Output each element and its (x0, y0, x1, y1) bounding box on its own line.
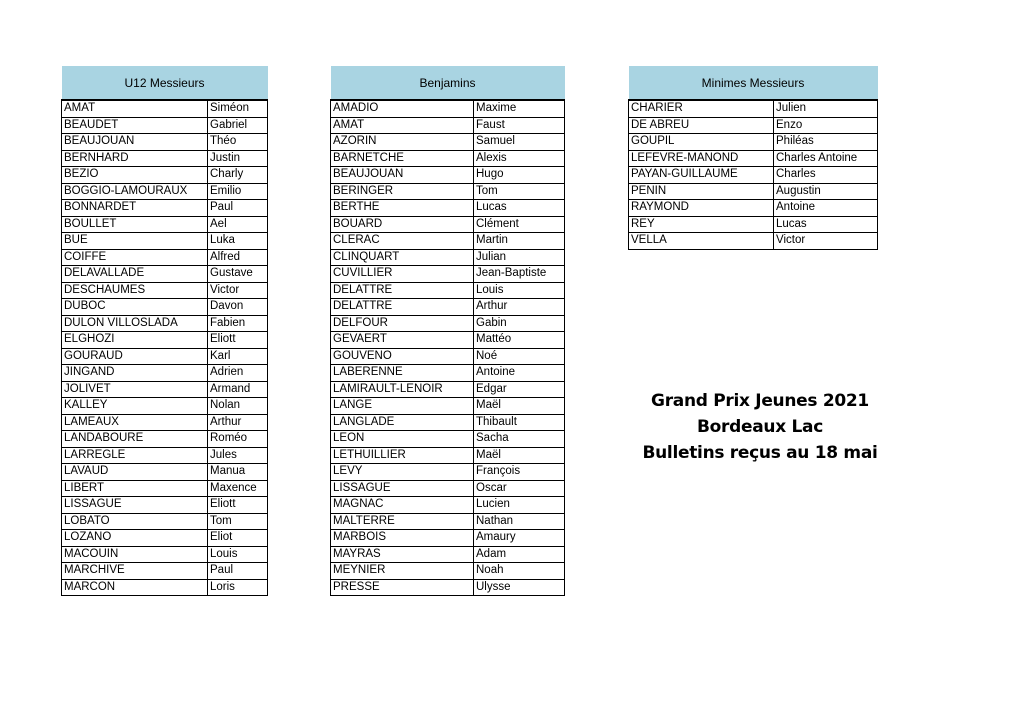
last-name-cell: VELLA (629, 233, 774, 250)
table-row (62, 183, 268, 200)
last-name-cell: BERNHARD (62, 150, 208, 167)
first-name-cell: Samuel (474, 134, 565, 151)
first-name-cell: Noah (474, 563, 565, 580)
table-row (331, 480, 565, 497)
table-row (62, 398, 268, 415)
table-row (331, 249, 565, 266)
table-row (62, 579, 268, 596)
first-name-cell: Alexis (474, 150, 565, 167)
table-row (62, 299, 268, 316)
first-name-cell: Arthur (208, 414, 268, 431)
table-row (62, 530, 268, 547)
last-name-cell: AMAT (62, 100, 208, 117)
table-row (62, 249, 268, 266)
first-name-cell: Maxence (208, 480, 268, 497)
first-name-cell: Maël (474, 398, 565, 415)
first-name-cell: Hugo (474, 167, 565, 184)
first-name-cell: François (474, 464, 565, 481)
table-row (62, 464, 268, 481)
first-name-cell: Julian (474, 249, 565, 266)
table-row (629, 233, 878, 250)
last-name-cell: BONNARDET (62, 200, 208, 217)
first-name-cell: Faust (474, 117, 565, 134)
first-name-cell: Charles (774, 167, 878, 184)
first-name-cell: Thibault (474, 414, 565, 431)
table-row (331, 513, 565, 530)
first-name-cell: Victor (774, 233, 878, 250)
last-name-cell: LANGLADE (331, 414, 474, 431)
last-name-cell: CLERAC (331, 233, 474, 250)
first-name-cell: Julien (774, 100, 878, 117)
first-name-cell: Mattéo (474, 332, 565, 349)
table-row (331, 398, 565, 415)
first-name-cell: Nolan (208, 398, 268, 415)
last-name-cell: MACOUIN (62, 546, 208, 563)
last-name-cell: DELFOUR (331, 315, 474, 332)
table-row (331, 365, 565, 382)
last-name-cell: GEVAERT (331, 332, 474, 349)
last-name-cell: CLINQUART (331, 249, 474, 266)
first-name-cell: Fabien (208, 315, 268, 332)
table-row (331, 447, 565, 464)
table-row (62, 513, 268, 530)
table-row (62, 414, 268, 431)
first-name-cell: Oscar (474, 480, 565, 497)
last-name-cell: BEAUDET (62, 117, 208, 134)
last-name-cell: MARCON (62, 579, 208, 596)
last-name-cell: JOLIVET (62, 381, 208, 398)
first-name-cell: Lucien (474, 497, 565, 514)
last-name-cell: LARREGLE (62, 447, 208, 464)
first-name-cell: Loris (208, 579, 268, 596)
table-row (331, 150, 565, 167)
last-name-cell: PAYAN-GUILLAUME (629, 167, 774, 184)
last-name-cell: LANDABOURE (62, 431, 208, 448)
table-row (62, 167, 268, 184)
last-name-cell: LAVAUD (62, 464, 208, 481)
first-name-cell: Louis (474, 282, 565, 299)
last-name-cell: PRESSE (331, 579, 474, 596)
last-name-cell: DE ABREU (629, 117, 774, 134)
table-title: Benjamins (331, 66, 565, 100)
last-name-cell: RAYMOND (629, 200, 774, 217)
table-row (629, 167, 878, 184)
last-name-cell: ELGHOZI (62, 332, 208, 349)
table-row (331, 167, 565, 184)
last-name-cell: COIFFE (62, 249, 208, 266)
last-name-cell: REY (629, 216, 774, 233)
last-name-cell: BERTHE (331, 200, 474, 217)
table-title: U12 Messieurs (62, 66, 268, 100)
last-name-cell: LANGE (331, 398, 474, 415)
table-row (331, 530, 565, 547)
first-name-cell: Maël (474, 447, 565, 464)
first-name-cell: Justin (208, 150, 268, 167)
last-name-cell: BOULLET (62, 216, 208, 233)
table-row (331, 183, 565, 200)
table-row (62, 381, 268, 398)
first-name-cell: Lucas (774, 216, 878, 233)
last-name-cell: LETHUILLIER (331, 447, 474, 464)
table-row (62, 431, 268, 448)
last-name-cell: LEFEVRE-MANOND (629, 150, 774, 167)
table-row (62, 200, 268, 217)
table-row (629, 216, 878, 233)
last-name-cell: GOUPIL (629, 134, 774, 151)
last-name-cell: LISSAGUE (62, 497, 208, 514)
first-name-cell: Antoine (774, 200, 878, 217)
last-name-cell: GOURAUD (62, 348, 208, 365)
table-row (629, 200, 878, 217)
first-name-cell: Gustave (208, 266, 268, 283)
last-name-cell: LEVY (331, 464, 474, 481)
table-row (331, 563, 565, 580)
table-row (629, 134, 878, 151)
last-name-cell: LEON (331, 431, 474, 448)
first-name-cell: Paul (208, 563, 268, 580)
first-name-cell: Edgar (474, 381, 565, 398)
last-name-cell: BOUARD (331, 216, 474, 233)
last-name-cell: BEZIO (62, 167, 208, 184)
first-name-cell: Alfred (208, 249, 268, 266)
table-row (331, 233, 565, 250)
first-name-cell: Jean-Baptiste (474, 266, 565, 283)
table-row (62, 497, 268, 514)
table-row (62, 266, 268, 283)
first-name-cell: Roméo (208, 431, 268, 448)
last-name-cell: LAMIRAULT-LENOIR (331, 381, 474, 398)
first-name-cell: Gabin (474, 315, 565, 332)
last-name-cell: DULON VILLOSLADA (62, 315, 208, 332)
minimes-messieurs-table (628, 66, 878, 250)
last-name-cell: LAMEAUX (62, 414, 208, 431)
first-name-cell: Nathan (474, 513, 565, 530)
first-name-cell: Amaury (474, 530, 565, 547)
last-name-cell: MARCHIVE (62, 563, 208, 580)
table-row (331, 216, 565, 233)
first-name-cell: Emilio (208, 183, 268, 200)
table-row (331, 546, 565, 563)
last-name-cell: AZORIN (331, 134, 474, 151)
first-name-cell: Antoine (474, 365, 565, 382)
table-row (62, 546, 268, 563)
table-row (629, 183, 878, 200)
first-name-cell: Tom (208, 513, 268, 530)
table-row (331, 579, 565, 596)
table-row (62, 134, 268, 151)
last-name-cell: DESCHAUMES (62, 282, 208, 299)
table-row (331, 315, 565, 332)
last-name-cell: KALLEY (62, 398, 208, 415)
last-name-cell: BOGGIO-LAMOURAUX (62, 183, 208, 200)
first-name-cell: Davon (208, 299, 268, 316)
last-name-cell: BARNETCHE (331, 150, 474, 167)
event-title-block (620, 388, 900, 466)
last-name-cell: DELAVALLADE (62, 266, 208, 283)
first-name-cell: Adam (474, 546, 565, 563)
last-name-cell: LABERENNE (331, 365, 474, 382)
event-name: Grand Prix Jeunes 2021 (651, 391, 869, 411)
table-row (331, 134, 565, 151)
first-name-cell: Philéas (774, 134, 878, 151)
table-row (62, 365, 268, 382)
last-name-cell: MALTERRE (331, 513, 474, 530)
table-row (62, 348, 268, 365)
last-name-cell: GOUVENO (331, 348, 474, 365)
first-name-cell: Eliott (208, 497, 268, 514)
table-row (62, 480, 268, 497)
last-name-cell: JINGAND (62, 365, 208, 382)
table-row (629, 100, 878, 117)
last-name-cell: AMAT (331, 117, 474, 134)
first-name-cell: Maxime (474, 100, 565, 117)
first-name-cell: Paul (208, 200, 268, 217)
first-name-cell: Augustin (774, 183, 878, 200)
first-name-cell: Clément (474, 216, 565, 233)
last-name-cell: MEYNIER (331, 563, 474, 580)
last-name-cell: BEAUJOUAN (62, 134, 208, 151)
table-row (331, 299, 565, 316)
table-row (62, 100, 268, 117)
first-name-cell: Lucas (474, 200, 565, 217)
table-row (331, 414, 565, 431)
first-name-cell: Siméon (208, 100, 268, 117)
first-name-cell: Sacha (474, 431, 565, 448)
first-name-cell: Eliott (208, 332, 268, 349)
last-name-cell: BEAUJOUAN (331, 167, 474, 184)
last-name-cell: DELATTRE (331, 282, 474, 299)
last-name-cell: LIBERT (62, 480, 208, 497)
table-row (62, 233, 268, 250)
first-name-cell: Tom (474, 183, 565, 200)
table-row (331, 100, 565, 117)
first-name-cell: Noé (474, 348, 565, 365)
table-row (331, 282, 565, 299)
last-name-cell: PENIN (629, 183, 774, 200)
table-row (331, 464, 565, 481)
first-name-cell: Eliot (208, 530, 268, 547)
u12-messieurs-table (61, 66, 268, 596)
last-name-cell: MAYRAS (331, 546, 474, 563)
table-row (331, 200, 565, 217)
last-name-cell: DUBOC (62, 299, 208, 316)
table-row (62, 282, 268, 299)
event-status: Bulletins reçus au 18 mai (642, 443, 878, 463)
event-location: Bordeaux Lac (697, 417, 823, 437)
last-name-cell: DELATTRE (331, 299, 474, 316)
table-row (331, 117, 565, 134)
first-name-cell: Armand (208, 381, 268, 398)
table-title: Minimes Messieurs (629, 66, 878, 100)
first-name-cell: Ael (208, 216, 268, 233)
last-name-cell: BERINGER (331, 183, 474, 200)
last-name-cell: LOZANO (62, 530, 208, 547)
first-name-cell: Victor (208, 282, 268, 299)
first-name-cell: Gabriel (208, 117, 268, 134)
first-name-cell: Manua (208, 464, 268, 481)
table-row (62, 447, 268, 464)
table-row (331, 497, 565, 514)
table-row (331, 332, 565, 349)
table-row (62, 117, 268, 134)
table-row (62, 315, 268, 332)
first-name-cell: Jules (208, 447, 268, 464)
table-row (331, 431, 565, 448)
table-row (629, 117, 878, 134)
table-row (331, 348, 565, 365)
first-name-cell: Charles Antoine (774, 150, 878, 167)
first-name-cell: Martin (474, 233, 565, 250)
first-name-cell: Karl (208, 348, 268, 365)
last-name-cell: AMADIO (331, 100, 474, 117)
last-name-cell: CUVILLIER (331, 266, 474, 283)
first-name-cell: Luka (208, 233, 268, 250)
table-row (629, 150, 878, 167)
table-row (62, 563, 268, 580)
table-row (62, 150, 268, 167)
benjamins-table (330, 66, 565, 596)
last-name-cell: CHARIER (629, 100, 774, 117)
first-name-cell: Louis (208, 546, 268, 563)
first-name-cell: Adrien (208, 365, 268, 382)
table-row (331, 266, 565, 283)
first-name-cell: Enzo (774, 117, 878, 134)
last-name-cell: LISSAGUE (331, 480, 474, 497)
last-name-cell: LOBATO (62, 513, 208, 530)
table-row (62, 332, 268, 349)
table-row (331, 381, 565, 398)
first-name-cell: Ulysse (474, 579, 565, 596)
last-name-cell: MAGNAC (331, 497, 474, 514)
table-row (62, 216, 268, 233)
first-name-cell: Charly (208, 167, 268, 184)
last-name-cell: MARBOIS (331, 530, 474, 547)
last-name-cell: BUE (62, 233, 208, 250)
first-name-cell: Arthur (474, 299, 565, 316)
first-name-cell: Théo (208, 134, 268, 151)
